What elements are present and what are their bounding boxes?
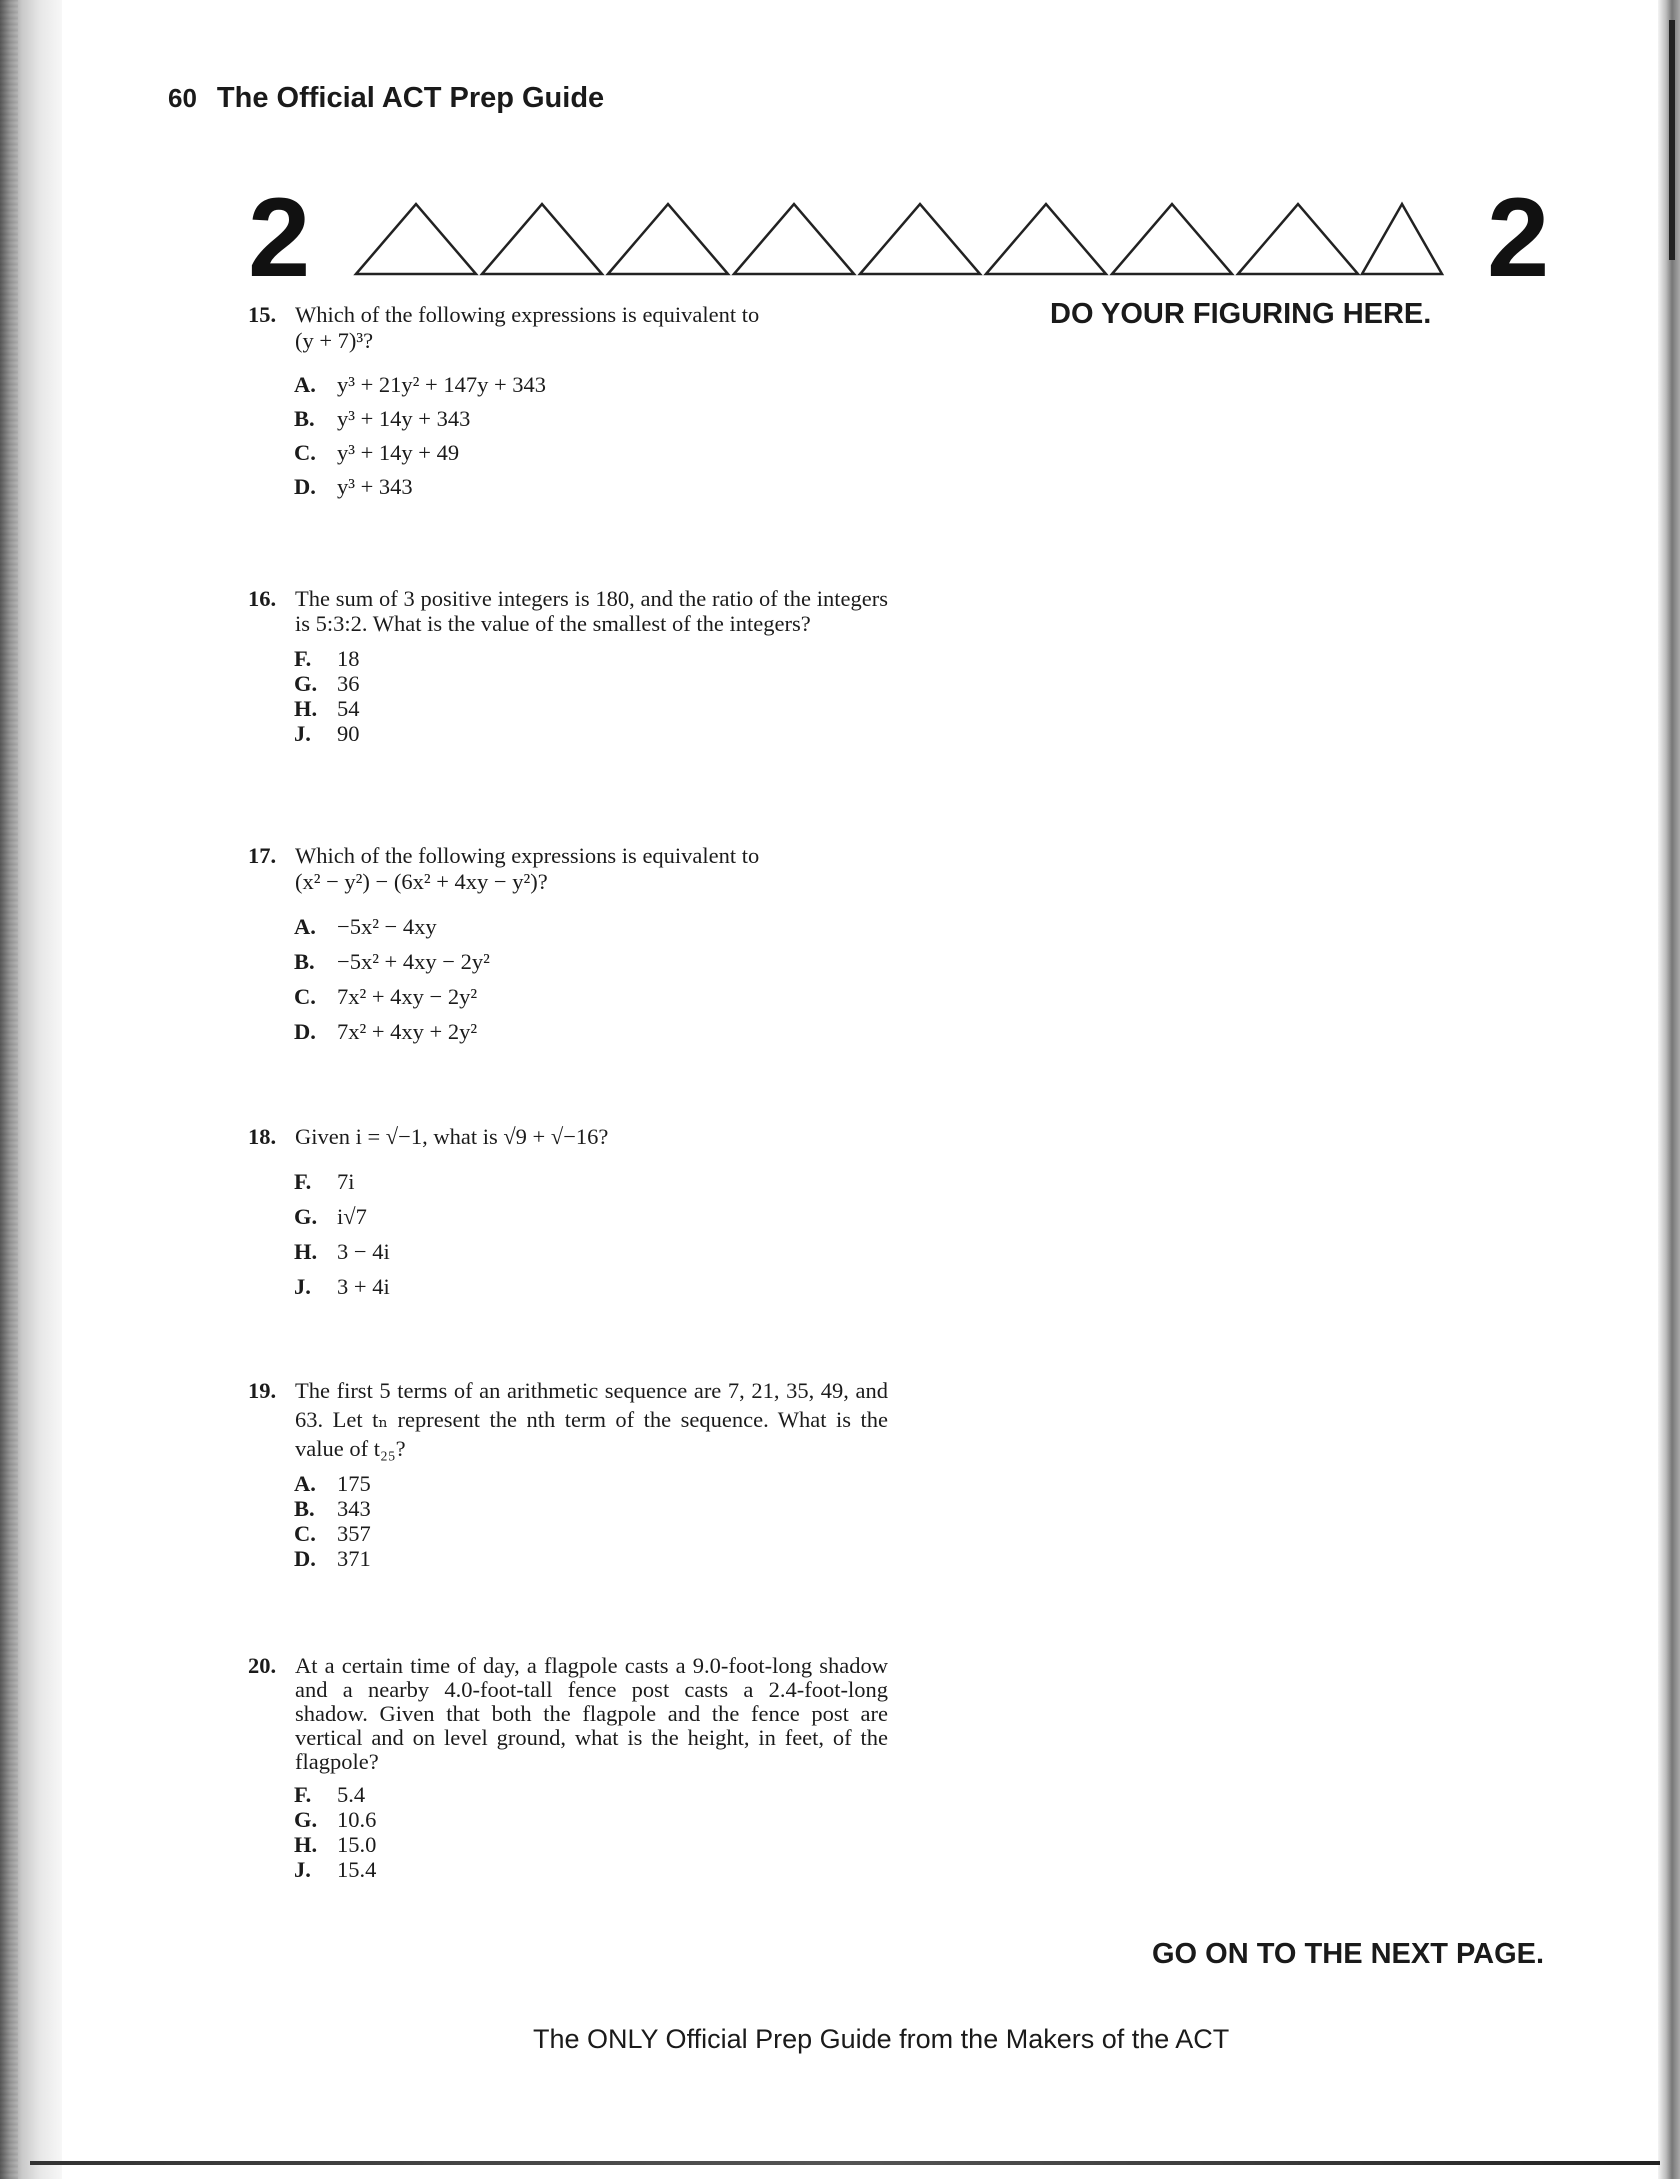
question-15 bbox=[248, 302, 888, 504]
triangle-icon bbox=[1238, 204, 1358, 274]
go-on-instruction: GO ON TO THE NEXT PAGE. bbox=[1152, 1938, 1545, 1970]
triangle-icon bbox=[986, 204, 1106, 274]
answer-choices bbox=[248, 1782, 888, 1882]
answer-choice[interactable]: G. 10.6 bbox=[294, 1807, 377, 1832]
question-stem bbox=[248, 1654, 888, 1774]
question-16 bbox=[248, 586, 888, 746]
answer-choice[interactable]: H. 54 bbox=[294, 696, 360, 721]
answer-choice[interactable]: H. 15.0 bbox=[294, 1832, 377, 1857]
answer-choice[interactable]: J. 90 bbox=[294, 721, 360, 746]
answer-choice[interactable]: B. y³ + 14y + 343 bbox=[294, 406, 471, 431]
question-18 bbox=[248, 1124, 888, 1304]
triangle-icon bbox=[734, 204, 854, 274]
question-19 bbox=[248, 1376, 888, 1571]
question-stem bbox=[248, 843, 888, 895]
answer-choice[interactable]: F. 5.4 bbox=[294, 1782, 366, 1807]
book-binding-edge bbox=[0, 0, 62, 2179]
question-stem bbox=[248, 302, 888, 354]
question-stem bbox=[248, 1124, 888, 1150]
answer-choice[interactable]: C. y³ + 14y + 49 bbox=[294, 440, 460, 465]
answer-choice[interactable]: A. −5x² − 4xy bbox=[294, 914, 437, 939]
answer-choices bbox=[248, 646, 888, 746]
answer-choice[interactable]: G. i√7 bbox=[294, 1204, 367, 1229]
question-stem bbox=[248, 586, 888, 636]
answer-choice[interactable]: A. y³ + 21y² + 147y + 343 bbox=[294, 372, 547, 397]
answer-choice[interactable]: A. 175 bbox=[294, 1471, 371, 1496]
question-stem bbox=[248, 1376, 888, 1463]
triangle-icon bbox=[1362, 204, 1442, 274]
triangle-icon bbox=[356, 204, 476, 274]
triangle-icon bbox=[482, 204, 602, 274]
answer-choice[interactable]: B. −5x² + 4xy − 2y² bbox=[294, 949, 490, 974]
running-head bbox=[168, 82, 604, 115]
stem-line: Which of the following expressions is equivalent to bbox=[295, 843, 760, 868]
answer-choice[interactable]: G. 36 bbox=[294, 671, 360, 696]
stem-line: (y + 7)³? bbox=[295, 328, 374, 353]
stem-text: Given i = √−1, what is √9 + √−16? bbox=[295, 1124, 609, 1149]
question-number: 17. bbox=[248, 843, 277, 868]
answer-choice[interactable]: H. 3 − 4i bbox=[294, 1239, 390, 1264]
answer-choice[interactable]: B. 343 bbox=[294, 1496, 371, 1521]
stem-text: The sum of 3 positive integers is 180, and the ratio of the integers is 5:3:2. What is the value of the smallest of the integers? bbox=[295, 586, 888, 636]
answer-choices bbox=[248, 909, 888, 1049]
question-number: 15. bbox=[248, 302, 277, 327]
stem-line: (x² − y²) − (6x² + 4xy − y²)? bbox=[295, 869, 548, 894]
section-number-right: 2 bbox=[1487, 175, 1550, 300]
question-20 bbox=[248, 1654, 888, 1882]
question-number: 18. bbox=[248, 1124, 277, 1149]
stem-line: Which of the following expressions is equivalent to bbox=[295, 302, 760, 327]
answer-choice[interactable]: C. 357 bbox=[294, 1521, 371, 1546]
stem-text: The first 5 terms of an arithmetic sequence are 7, 21, 35, 49, and 63. Let tₙ represent the nth term of the sequence. What is the value of t₂₅? bbox=[295, 1378, 888, 1461]
answer-choices bbox=[248, 368, 888, 504]
answer-choices bbox=[248, 1164, 888, 1304]
answer-choice[interactable]: C. 7x² + 4xy − 2y² bbox=[294, 984, 478, 1009]
answer-choice[interactable]: D. y³ + 343 bbox=[294, 474, 413, 499]
section-triangle-row bbox=[352, 200, 1462, 278]
page-number: 60 bbox=[168, 83, 197, 113]
answer-choice[interactable]: J. 15.4 bbox=[294, 1857, 377, 1882]
answer-choice[interactable]: J. 3 + 4i bbox=[294, 1274, 390, 1299]
question-number: 16. bbox=[248, 586, 277, 611]
page-edge-right bbox=[1658, 0, 1680, 2179]
stem-text: At a certain time of day, a flagpole casts a 9.0-foot-long shadow and a nearby 4.0-foot-tall fence post casts a 2.4-foot-long shadow. Given that both the flagpole and the fence post are vertical and on level ground, what is the height, in feet, of the flagpole? bbox=[295, 1653, 888, 1774]
answer-choice[interactable]: F. 7i bbox=[294, 1169, 355, 1194]
question-17 bbox=[248, 843, 888, 1049]
triangle-icon bbox=[860, 204, 980, 274]
answer-choice[interactable]: D. 371 bbox=[294, 1546, 371, 1571]
answer-choice[interactable]: F. 18 bbox=[294, 646, 360, 671]
figuring-label: DO YOUR FIGURING HERE. bbox=[1050, 298, 1432, 330]
triangle-icon bbox=[608, 204, 728, 274]
answer-choices bbox=[248, 1471, 888, 1571]
answer-choice[interactable]: D. 7x² + 4xy + 2y² bbox=[294, 1019, 478, 1044]
book-title: The Official ACT Prep Guide bbox=[216, 82, 605, 114]
page-footer: The ONLY Official Prep Guide from the Makers of the ACT bbox=[533, 2024, 1230, 2054]
page-edge-bottom bbox=[30, 2161, 1660, 2165]
question-number: 19. bbox=[248, 1378, 277, 1403]
triangle-icon bbox=[1112, 204, 1232, 274]
question-number: 20. bbox=[248, 1653, 277, 1678]
section-number-left: 2 bbox=[248, 175, 311, 300]
